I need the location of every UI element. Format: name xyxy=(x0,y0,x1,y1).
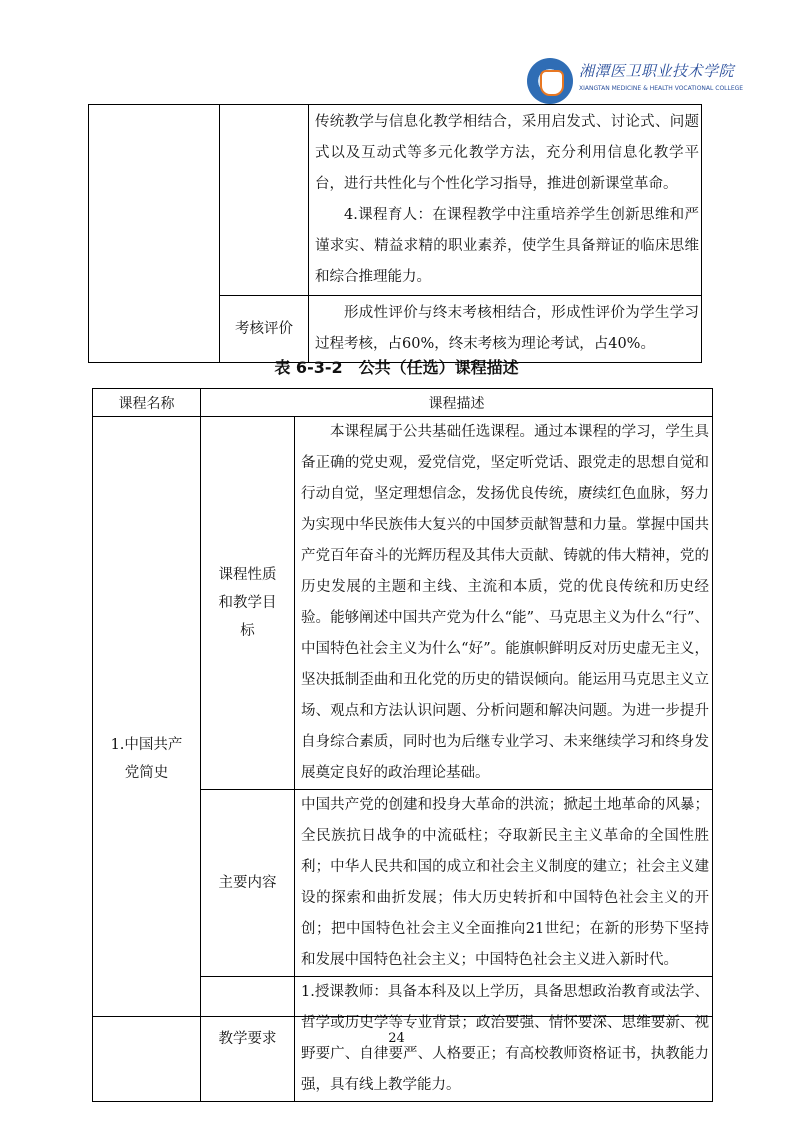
row-label-requirements: 教学要求 xyxy=(201,977,295,1102)
assessment-text: 形成性评价与终末考核相结合，形成性评价为学生学习过程考核，占60%，终末考核为理论考试，占40%。 xyxy=(315,305,699,352)
teaching-method-paragraph: 传统教学与信息化教学相结合，采用启发式、讨论式、问题式以及互动式等多元化教学方法，充分利用信息化教学平台，进行共性化与个性化学习指导，推进创新课堂革命。 xyxy=(315,114,699,192)
course-name-cell xyxy=(93,417,201,1102)
assessment-label: 考核评价 xyxy=(220,296,309,363)
course-education-paragraph: 4.课程育人：在课程教学中注重培养学生创新思维和严谨求实、精益求精的职业素养，使学生具备辩证的临床思维和综合推理能力。 xyxy=(315,207,699,285)
content-text: 中国共产党的创建和投身大革命的洪流；掀起土地革命的风暴；全民族抗日战争的中流砥柱；夺取新民主主义革命的全国性胜利；中华人民共和国的成立和社会主义制度的建立；社会主义建设的探索和曲折发展；伟大历史转折和中国特色社会主义的开创；把中国特色社会主义全面推向21世纪；在新的形势下坚持和发展中国特色社会主义；中国特色社会主义进入新时代。 xyxy=(301,797,709,968)
row-text-objectives-cell xyxy=(295,417,713,790)
table-caption: 表 6-3-2 公共（任选）课程描述 xyxy=(274,358,519,377)
teaching-method-cell xyxy=(309,105,702,296)
school-logo xyxy=(527,58,744,106)
assessment-cell xyxy=(309,296,702,363)
course-name: 1.中国共产党简史 xyxy=(110,737,183,781)
header-course-name: 课程名称 xyxy=(93,389,201,417)
previous-course-table xyxy=(88,104,702,363)
page-number: 24 xyxy=(388,1031,405,1046)
school-emblem-icon xyxy=(527,58,573,104)
row-label-objectives: 课程性质和教学目标 xyxy=(201,417,295,790)
table-bottom-border xyxy=(92,1016,712,1017)
course-description-table xyxy=(92,388,713,1102)
empty-label-cell xyxy=(220,105,309,296)
requirements-text: 1.授课教师：具备本科及以上学历，具备思想政治教育或法学、哲学或历史学等专业背景；政治要强、情怀要深、思维要新、视野要广、自律要严、人格要正；有高校教师资格证书，执教能力强，具有线上教学能力。 xyxy=(301,984,709,1093)
school-name-cn: 湘潭医卫职业技术学院 xyxy=(579,62,735,80)
empty-name-cell xyxy=(89,105,220,363)
row-text-content-cell xyxy=(295,790,713,977)
row-label-content: 主要内容 xyxy=(201,790,295,977)
header-course-description: 课程描述 xyxy=(201,389,713,417)
school-name-en: XIANGTAN MEDICINE & HEALTH VOCATIONAL COLLEGE xyxy=(579,85,744,92)
objectives-text: 本课程属于公共基础任选课程。通过本课程的学习，学生具备正确的党史观，爱党信党，坚定听党话、跟党走的思想自觉和行动自觉，坚定理想信念，发扬优良传统，赓续红色血脉，努力为实现中华民族伟大复兴的中国梦贡献智慧和力量。掌握中国共产党百年奋斗的光辉历程及其伟大贡献、铸就的伟大精神，党的历史发展的主题和主线、主流和本质，党的优良传统和历史经验。能够阐述中国共产党为什么“能”、马克思主义为什么“行”、中国特色社会主义为什么“好”。能旗帜鲜明反对历史虚无主义，坚决抵制歪曲和丑化党的历史的错误倾向。能运用马克思主义立场、观点和方法认识问题、分析问题和解决问题。为进一步提升自身综合素质，同时也为后继专业学习、未来继续学习和终身发展奠定良好的政治理论基础。 xyxy=(301,424,709,781)
